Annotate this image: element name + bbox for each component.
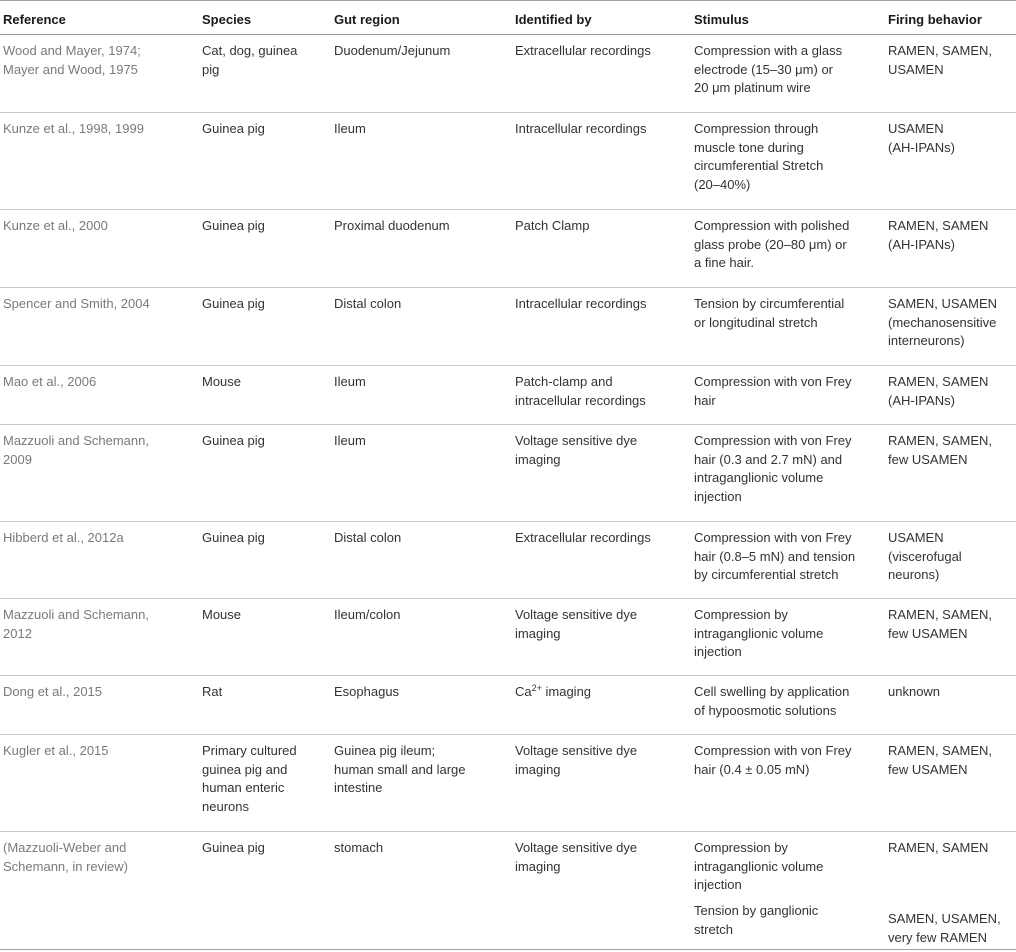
table-row — [0, 599, 1016, 676]
reference-cell: Kugler et al., 2015 — [3, 743, 109, 758]
firing-behavior-cell: RAMEN, SAMEN — [888, 840, 989, 855]
header-stimulus: Stimulus — [694, 12, 749, 27]
species-cell: Guinea pig — [202, 530, 265, 545]
header-reference: Reference — [3, 12, 66, 27]
reference-cell: Kunze et al., 2000 — [3, 218, 108, 233]
identified-by-cell: Voltage sensitive dye imaging — [515, 607, 638, 641]
stimulus-cell: Compression by intraganglionic volume injection — [694, 607, 824, 659]
reference-cell: (Mazzuoli-Weber and Schemann, in review) — [3, 840, 128, 874]
calcium-label: Ca — [515, 684, 532, 699]
firing-behavior-cell: unknown — [888, 684, 941, 699]
stimulus-cell: Compression with a glass electrode (15–30 μm) or 20 μm platinum wire — [694, 43, 843, 95]
species-cell: Guinea pig — [202, 840, 265, 855]
firing-behavior-cell: USAMEN (AH-IPANs) — [888, 121, 955, 155]
gut-region-cell: Proximal duodenum — [334, 218, 450, 233]
species-cell: Primary cultured guinea pig and human enteric neurons — [202, 743, 297, 814]
stimulus-cell: Compression by intraganglionic volume injection — [694, 840, 824, 892]
species-cell: Mouse — [202, 607, 242, 622]
header-firing-behavior: Firing behavior — [888, 12, 982, 27]
firing-behavior-cell-secondary: SAMEN, USAMEN, very few RAMEN — [888, 911, 1001, 945]
firing-behavior-cell: SAMEN, USAMEN (mechanosensitive interneurons) — [888, 296, 998, 348]
stimulus-cell: Compression with polished glass probe (20–80 μm) or a fine hair. — [694, 218, 850, 270]
reference-cell: Mao et al., 2006 — [3, 374, 97, 389]
table-row — [0, 288, 1016, 366]
reference-cell: Mazzuoli and Schemann, 2012 — [3, 607, 149, 641]
identified-by-cell: Patch-clamp and intracellular recordings — [515, 374, 646, 408]
table-row — [0, 522, 1016, 599]
calcium-superscript: 2+ — [531, 683, 542, 693]
stimulus-cell: Compression with von Frey hair (0.4 ± 0.05 mN) — [694, 743, 852, 777]
firing-behavior-cell: RAMEN, SAMEN (AH-IPANs) — [888, 218, 989, 252]
species-cell: Guinea pig — [202, 218, 265, 233]
identified-by-cell — [515, 683, 591, 702]
table-row — [0, 735, 1016, 832]
stimulus-cell: Compression with von Frey hair (0.3 and 2.7 mN) and intraganglionic volume injection — [694, 433, 852, 504]
gut-region-cell: Guinea pig ileum; human small and large intestine — [334, 743, 466, 795]
firing-behavior-cell: RAMEN, SAMEN, few USAMEN — [888, 433, 993, 467]
gut-region-cell: Duodenum/Jejunum — [334, 43, 451, 58]
table-row — [0, 676, 1016, 735]
identified-by-cell: Intracellular recordings — [515, 296, 647, 311]
stimulus-cell: Cell swelling by application of hypoosmotic solutions — [694, 684, 850, 718]
species-cell: Guinea pig — [202, 296, 265, 311]
firing-behavior-cell: USAMEN (viscerofugal neurons) — [888, 530, 962, 582]
stimulus-cell: Compression with von Frey hair (0.8–5 mN) and tension by circumferential stretch — [694, 530, 856, 582]
species-cell: Rat — [202, 684, 223, 699]
imaging-label: imaging — [541, 684, 592, 699]
reference-cell: Mazzuoli and Schemann, 2009 — [3, 433, 149, 467]
reference-cell: Hibberd et al., 2012a — [3, 530, 124, 545]
stimulus-cell: Compression through muscle tone during circumferential Stretch (20–40%) — [694, 121, 824, 192]
gut-region-cell: Distal colon — [334, 530, 402, 545]
reference-cell: Dong et al., 2015 — [3, 684, 103, 699]
stimulus-cell: Tension by circumferential or longitudinal stretch — [694, 296, 845, 330]
identified-by-cell: Patch Clamp — [515, 218, 590, 233]
identified-by-cell: Intracellular recordings — [515, 121, 647, 136]
gut-region-cell: Ileum — [334, 374, 366, 389]
firing-behavior-cell: RAMEN, SAMEN, few USAMEN — [888, 607, 993, 641]
table-row — [0, 366, 1016, 425]
gut-region-cell: Esophagus — [334, 684, 400, 699]
species-cell: Guinea pig — [202, 121, 265, 136]
reference-cell: Wood and Mayer, 1974; Mayer and Wood, 1975 — [3, 43, 141, 77]
gut-region-cell: Ileum/colon — [334, 607, 401, 622]
gut-region-cell: stomach — [334, 840, 384, 855]
table-row — [0, 425, 1016, 522]
identified-by-cell: Voltage sensitive dye imaging — [515, 743, 638, 777]
table-row — [0, 832, 1016, 950]
header-species: Species — [202, 12, 252, 27]
table-row — [0, 113, 1016, 210]
header-identified-by: Identified by — [515, 12, 592, 27]
species-cell: Guinea pig — [202, 433, 265, 448]
stimulus-cell-secondary: Tension by ganglionic stretch — [694, 903, 819, 937]
identified-by-cell: Extracellular recordings — [515, 530, 651, 545]
species-cell: Cat, dog, guinea pig — [202, 43, 298, 77]
gut-region-cell: Distal colon — [334, 296, 402, 311]
gut-region-cell: Ileum — [334, 433, 366, 448]
species-cell: Mouse — [202, 374, 242, 389]
firing-behavior-cell: RAMEN, SAMEN (AH-IPANs) — [888, 374, 989, 408]
firing-behavior-cell: RAMEN, SAMEN, few USAMEN — [888, 743, 993, 777]
identified-by-cell: Voltage sensitive dye imaging — [515, 433, 638, 467]
stimulus-cell: Compression with von Frey hair — [694, 374, 852, 408]
reference-cell: Spencer and Smith, 2004 — [3, 296, 150, 311]
header-gut-region: Gut region — [334, 12, 400, 27]
reference-cell: Kunze et al., 1998, 1999 — [3, 121, 144, 136]
table-row — [0, 210, 1016, 288]
firing-behavior-cell: RAMEN, SAMEN, USAMEN — [888, 43, 993, 77]
table-header — [0, 0, 1016, 35]
gut-region-cell: Ileum — [334, 121, 366, 136]
identified-by-cell: Voltage sensitive dye imaging — [515, 840, 638, 874]
table-row — [0, 35, 1016, 113]
identified-by-cell: Extracellular recordings — [515, 43, 651, 58]
